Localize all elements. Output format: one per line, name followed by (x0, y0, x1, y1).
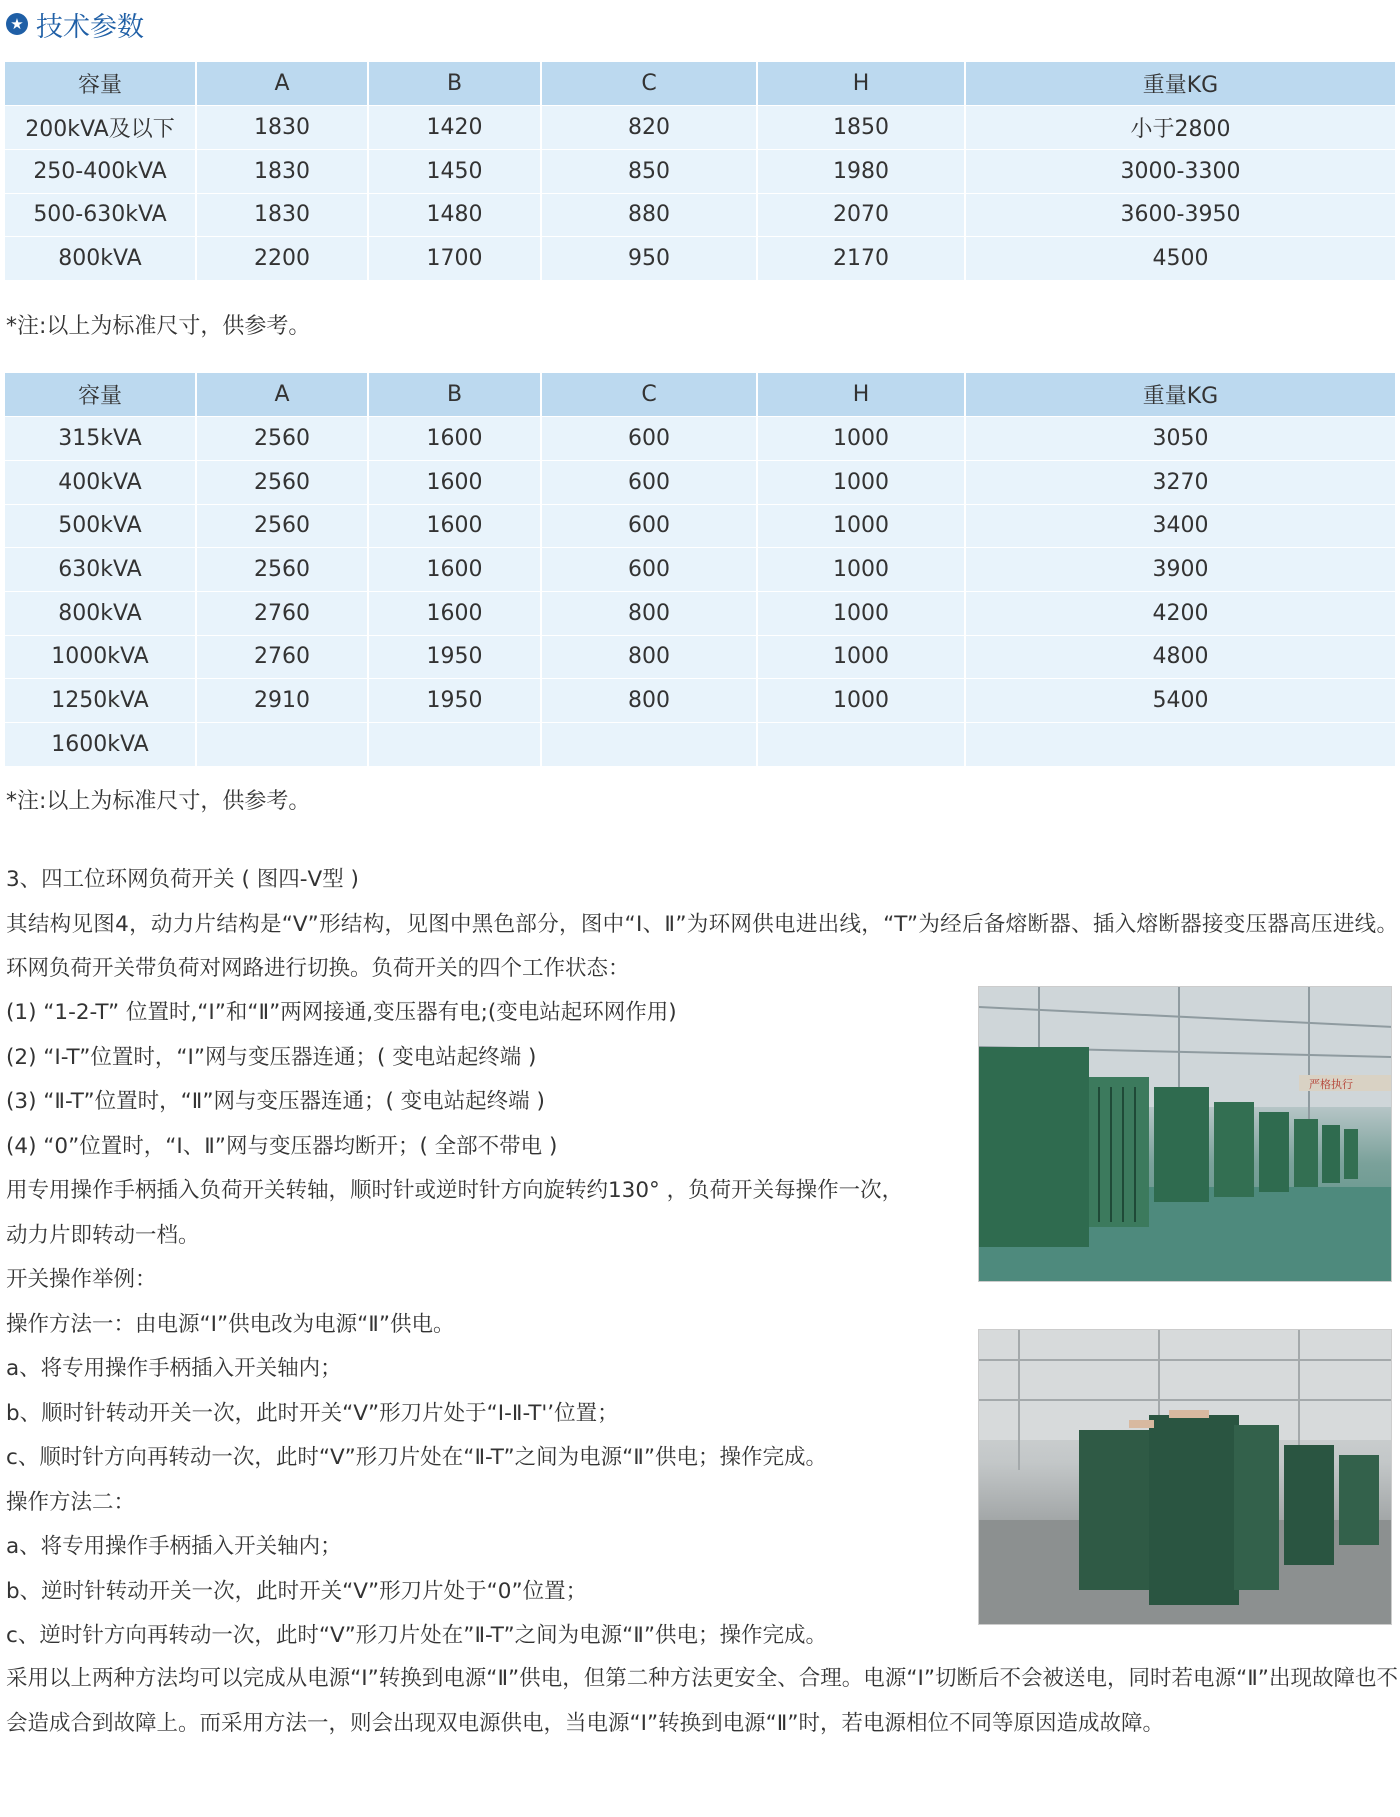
table-cell: 2200 (196, 237, 368, 281)
table-cell: 1700 (368, 237, 541, 281)
text-line: (1) “1-2-T” 位置时,“Ⅰ”和“Ⅱ”两网接通,变压器有电;(变电站起环网作用) (6, 1000, 677, 1025)
table-note: *注:以上为标准尺寸，供参考。 (6, 314, 311, 339)
text-line: a、将专用操作手柄插入开关轴内； (6, 1356, 342, 1381)
table-cell: 850 (541, 149, 757, 193)
text-line: 动力片即转动一档。 (6, 1222, 200, 1248)
column-header: B (368, 373, 541, 417)
text-line: 开关操作举例： (6, 1267, 157, 1292)
factory-banner-text: 严格执行 (1309, 1078, 1353, 1091)
text-line: b、逆时针转动开关一次，此时开关“V”形刀片处于“0”位置； (6, 1578, 588, 1604)
column-header: B (368, 62, 541, 106)
table-cell: 2910 (196, 679, 368, 723)
table-row (5, 417, 1395, 461)
table-row (5, 679, 1395, 723)
column-header: A (196, 373, 368, 417)
table-cell: 1480 (368, 193, 541, 237)
table-cell: 200kVA及以下 (5, 106, 196, 150)
switch-description (6, 858, 1398, 992)
table-cell: 3600-3950 (965, 193, 1395, 237)
table-cell: 2070 (757, 193, 965, 237)
table-cell: 3000-3300 (965, 149, 1395, 193)
table-row (5, 548, 1395, 592)
table-cell (757, 723, 965, 767)
table-row (5, 106, 1395, 150)
table-cell: 小于2800 (965, 106, 1395, 150)
table-cell: 1830 (196, 149, 368, 193)
star-icon (6, 13, 28, 35)
substation-factory-photo-1 (978, 986, 1392, 1282)
table-cell: 2760 (196, 591, 368, 635)
table-cell: 500kVA (5, 504, 196, 548)
text-line: (3) “Ⅱ-T”位置时，“Ⅱ”网与变压器连通；( 变电站起终端 ) (6, 1089, 545, 1114)
table-cell: 1420 (368, 106, 541, 150)
table-cell: 800kVA (5, 237, 196, 281)
table-cell: 1000 (757, 635, 965, 679)
table-header-row (5, 62, 1395, 106)
conclusion-text: 采用以上两种方法均可以完成从电源“Ⅰ”转换到电源“Ⅱ”供电，但第二种方法更安全、合理。电源“Ⅰ”切断后不会被送电，同时若电源“Ⅱ”出现故障也不会造成合到故障上。而采用方法一，则会出现双电源供电，当电源“Ⅰ”转换到电源“Ⅱ”时，若电源相位不同等原因造成故障。 (6, 1666, 1398, 1736)
section-heading: 3、四工位环网负荷开关 ( 图四-V型 ) (6, 867, 359, 892)
text-line: c、顺时针方向再转动一次，此时“V”形刀片处在“Ⅱ-T”之间为电源“Ⅱ”供电；操作完成。 (6, 1445, 827, 1470)
table-cell: 1830 (196, 106, 368, 150)
column-header: 重量KG (965, 62, 1395, 106)
table-cell: 1000 (757, 591, 965, 635)
text-line: 用专用操作手柄插入负荷开关转轴，顺时针或逆时针方向旋转约130° ，负荷开关每操作一次， (6, 1178, 904, 1203)
section-title-label: 技术参数 (36, 11, 144, 43)
table-cell: 3050 (965, 417, 1395, 461)
text-line: 操作方法一：由电源“Ⅰ”供电改为电源“Ⅱ”供电。 (6, 1311, 455, 1337)
factory-photo-illustration (979, 1330, 1392, 1625)
table-cell: 1000 (757, 548, 965, 592)
column-header: C (541, 62, 757, 106)
table-cell: 2560 (196, 504, 368, 548)
column-header: 容量 (5, 62, 196, 106)
table-cell: 1000 (757, 504, 965, 548)
table-cell: 3900 (965, 548, 1395, 592)
table-cell: 3400 (965, 504, 1395, 548)
table-row (5, 460, 1395, 504)
table-cell: 880 (541, 193, 757, 237)
column-header: A (196, 62, 368, 106)
text-line: c、逆时针方向再转动一次，此时“V”形刀片处在”Ⅱ-T”之间为电源“Ⅱ”供电；操作完成。 (6, 1623, 827, 1648)
table-cell: 1600 (368, 460, 541, 504)
table-cell: 630kVA (5, 548, 196, 592)
table-cell: 1950 (368, 679, 541, 723)
table-row (5, 504, 1395, 548)
table-cell: 315kVA (5, 417, 196, 461)
table-cell (368, 723, 541, 767)
text-line: 操作方法二： (6, 1489, 136, 1515)
table-cell (196, 723, 368, 767)
substation-factory-photo-2 (978, 1329, 1392, 1625)
table-cell: 950 (541, 237, 757, 281)
table-cell: 1000 (757, 679, 965, 723)
table-cell: 800kVA (5, 591, 196, 635)
factory-photo-illustration (979, 987, 1392, 1282)
table-cell: 2170 (757, 237, 965, 281)
text-line: (4) “0”位置时，“Ⅰ、Ⅱ”网与变压器均断开；( 全部不带电 ) (6, 1133, 558, 1159)
text-line: (2) “Ⅰ-T”位置时，“Ⅰ”网与变压器连通；( 变电站起终端 ) (6, 1044, 537, 1070)
spec-table-2 (5, 373, 1395, 766)
table-cell: 250-400kVA (5, 149, 196, 193)
table-cell: 800 (541, 679, 757, 723)
table-cell (541, 723, 757, 767)
conclusion-paragraph (6, 1657, 1398, 1746)
table-cell: 4800 (965, 635, 1395, 679)
table-note: *注:以上为标准尺寸，供参考。 (6, 789, 311, 814)
intro-paragraph: 其结构见图4，动力片结构是“V”形结构，见图中黑色部分，图中“Ⅰ、Ⅱ”为环网供电进出线，“T”为经后备熔断器、插入熔断器接变压器高压进线。环网负荷开关带负荷对网路进行切换。负荷开关的四个工作状态： (6, 911, 1398, 981)
table-cell: 820 (541, 106, 757, 150)
table-cell: 1980 (757, 149, 965, 193)
table-cell: 1830 (196, 193, 368, 237)
table-cell: 800 (541, 591, 757, 635)
table-cell: 1000 (757, 417, 965, 461)
spec-table-1 (5, 62, 1395, 280)
column-header: 容量 (5, 373, 196, 417)
table-row (5, 193, 1395, 237)
table-cell: 400kVA (5, 460, 196, 504)
table-cell: 800 (541, 635, 757, 679)
text-line: a、将专用操作手柄插入开关轴内； (6, 1534, 342, 1559)
column-header: 重量KG (965, 373, 1395, 417)
table-cell: 600 (541, 504, 757, 548)
table-cell: 1950 (368, 635, 541, 679)
table-cell: 1000kVA (5, 635, 196, 679)
table-cell: 600 (541, 548, 757, 592)
table-cell: 1850 (757, 106, 965, 150)
table-cell: 1600 (368, 548, 541, 592)
table-cell: 4500 (965, 237, 1395, 281)
table-cell: 2560 (196, 548, 368, 592)
table-cell: 3270 (965, 460, 1395, 504)
table-cell: 1600kVA (5, 723, 196, 767)
table-cell: 1000 (757, 460, 965, 504)
column-header: H (757, 373, 965, 417)
table-cell: 2760 (196, 635, 368, 679)
table-row (5, 237, 1395, 281)
table-cell: 500-630kVA (5, 193, 196, 237)
section-title (6, 6, 144, 42)
table-row (5, 635, 1395, 679)
table-row (5, 149, 1395, 193)
table-cell (965, 723, 1395, 767)
table-cell: 600 (541, 417, 757, 461)
table-cell: 600 (541, 460, 757, 504)
operation-steps (6, 991, 966, 1659)
table-row (5, 723, 1395, 767)
column-header: C (541, 373, 757, 417)
table-cell: 1450 (368, 149, 541, 193)
table-cell: 2560 (196, 460, 368, 504)
column-header: H (757, 62, 965, 106)
table-cell: 1600 (368, 504, 541, 548)
table-row (5, 591, 1395, 635)
text-line: b、顺时针转动开关一次，此时开关“V”形刀片处于“Ⅰ-Ⅱ-T'’位置； (6, 1400, 619, 1426)
table-cell: 2560 (196, 417, 368, 461)
table-cell: 5400 (965, 679, 1395, 723)
table-cell: 1600 (368, 591, 541, 635)
table-cell: 1250kVA (5, 679, 196, 723)
table-cell: 1600 (368, 417, 541, 461)
table-cell: 4200 (965, 591, 1395, 635)
table-header-row (5, 373, 1395, 417)
